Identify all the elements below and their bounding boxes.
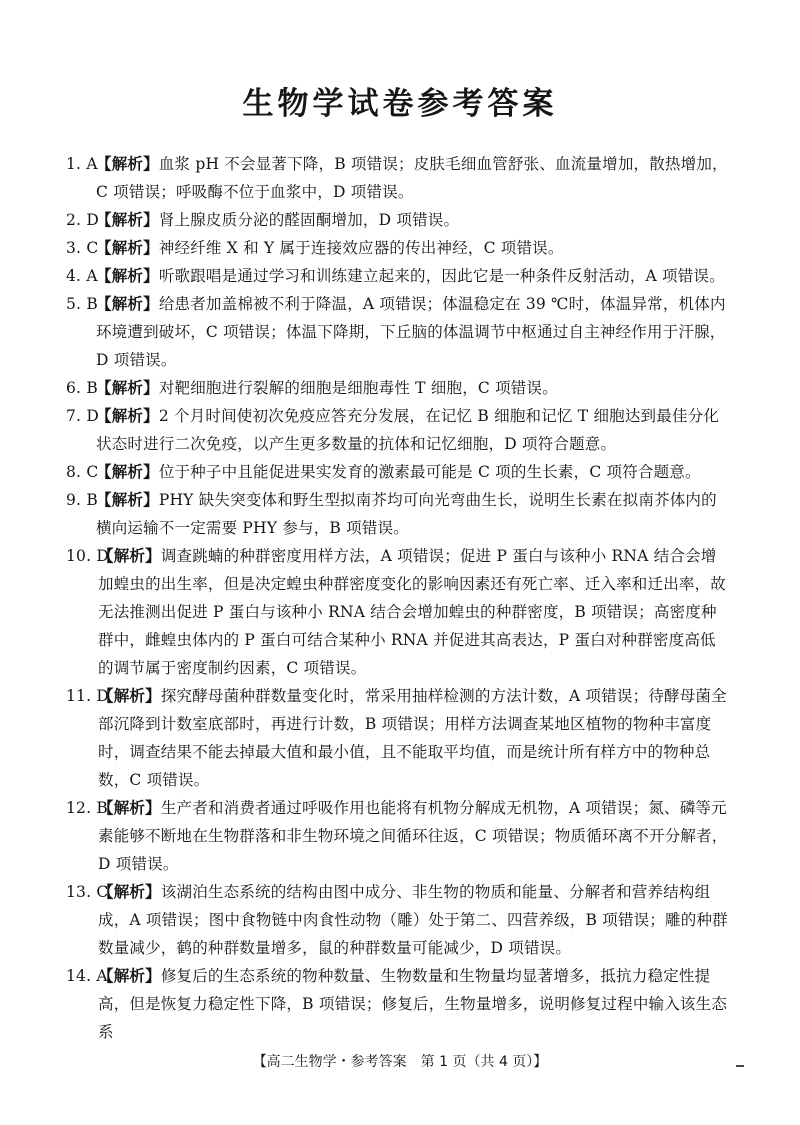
answer-number: 3. C xyxy=(66,239,99,257)
answer-number: 2. D xyxy=(66,211,99,229)
answer-item xyxy=(66,206,730,234)
analysis-tag: 【解析】 xyxy=(96,295,159,313)
answer-item xyxy=(66,374,730,402)
answer-text: 听歌跟唱是通过学习和训练建立起来的，因此它是一种条件反射活动，A 项错误。 xyxy=(158,267,725,285)
answer-number: 5. B xyxy=(66,295,98,313)
answer-text: 探究酵母菌种群数量变化时，常采用抽样检测的方法计数，A 项错误；待酵母菌全部沉降到计数室底部时，再进行计数，B 项错误；用样方法调查某地区植物的物种丰富度时，调查结果不能去掉最大值和最小值，且不能取平均值，而是统计所有样方中的物种总数，C 项错误。 xyxy=(98,687,727,789)
analysis-tag: 【解析】 xyxy=(96,463,159,481)
analysis-tag: 【解析】 xyxy=(98,687,161,705)
answer-text: 肾上腺皮质分泌的醛固酮增加，D 项错误。 xyxy=(158,211,460,229)
analysis-tag: 【解析】 xyxy=(98,799,161,817)
answer-number: 9. B xyxy=(66,491,98,509)
answer-item xyxy=(66,262,730,290)
page-footer: 【高二生物学・参考答案 第 1 页（共 4 页）】 xyxy=(252,1054,548,1070)
answer-item xyxy=(66,682,730,794)
analysis-tag: 【解析】 xyxy=(98,547,161,565)
answer-item xyxy=(66,402,730,458)
answer-number: 4. A xyxy=(66,267,98,285)
page-mark xyxy=(736,1065,744,1067)
answer-text: 生产者和消费者通过呼吸作用也能将有机物分解成无机物，A 项错误；氮、磷等元素能够不断地在生物群落和非生物环境之间循环往返，C 项错误；物质循环离不开分解者，D 项错误。 xyxy=(98,799,728,873)
answer-text: PHY 缺失突变体和野生型拟南芥均可向光弯曲生长，说明生长素在拟南芥体内的横向运输不一定需要 PHY 参与，B 项错误。 xyxy=(96,491,717,537)
analysis-tag: 【解析】 xyxy=(96,239,159,257)
page-title: 生物学试卷参考答案 xyxy=(242,86,558,122)
answer-number: 1. A xyxy=(66,155,98,173)
answer-number: 7. D xyxy=(66,407,99,425)
answer-list xyxy=(66,150,730,1046)
answer-number: 11. D xyxy=(66,687,110,705)
answer-item xyxy=(66,290,730,374)
analysis-tag: 【解析】 xyxy=(96,407,159,425)
analysis-tag: 【解析】 xyxy=(98,883,161,901)
answer-number: 6. B xyxy=(66,379,98,397)
answer-item xyxy=(66,234,730,262)
answer-text: 2 个月时间使初次免疫应答充分发展，在记忆 B 细胞和记忆 T 细胞达到最佳分化状态时进行二次免疫，以产生更多数量的抗体和记忆细胞，D 项符合题意。 xyxy=(96,407,720,453)
answer-text: 修复后的生态系统的物种数量、生物数量和生物量均显著增多，抵抗力稳定性提高，但是恢复力稳定性下降，B 项错误；修复后，生物量增多，说明修复过程中输入该生态系 xyxy=(98,967,728,1041)
analysis-tag: 【解析】 xyxy=(96,155,159,173)
answer-text: 该湖泊生态系统的结构由图中成分、非生物的物质和能量、分解者和营养结构组成，A 项错误；图中食物链中肉食性动物（雕）处于第二、四营养级，B 项错误；雕的种群数量减少，鹤的种群数量增多，鼠的种群数量可能减少，D 项错误。 xyxy=(98,883,728,957)
answer-item xyxy=(66,150,730,206)
answer-text: 调查跳蝻的种群密度用样方法，A 项错误；促进 P 蛋白与该种小 RNA 结合会增加蝗虫的出生率，但是决定蝗虫种群密度变化的影响因素还有死亡率、迁入率和迁出率，故无法推测出促进 P 蛋白与该种小 RNA 结合会增加蝗虫的种群密度，B 项错误；高密度种群中，雌蝗虫体内的 P 蛋白可结合某种小 RNA 并促进其高表达，P 蛋白对种群密度高低的调节属于密度制约因素，C 项错误。 xyxy=(98,547,727,677)
answer-item xyxy=(66,458,730,486)
answer-number: 8. C xyxy=(66,463,99,481)
answer-text: 对靶细胞进行裂解的细胞是细胞毒性 T 细胞，C 项错误。 xyxy=(158,379,558,397)
answer-item xyxy=(66,878,730,962)
answer-item xyxy=(66,542,730,682)
analysis-tag: 【解析】 xyxy=(98,967,161,985)
analysis-tag: 【解析】 xyxy=(96,379,159,397)
answer-item xyxy=(66,962,730,1046)
answer-text: 位于种子中且能促进果实发育的激素最可能是 C 项的生长素，C 项符合题意。 xyxy=(158,463,701,481)
answer-number: 10. D xyxy=(66,547,110,565)
answer-text: 血浆 pH 不会显著下降，B 项错误；皮肤毛细血管舒张、血流量增加，散热增加，C 项错误；呼吸酶不位于血浆中，D 项错误。 xyxy=(96,155,728,201)
answer-text: 给患者加盖棉被不利于降温，A 项错误；体温稳定在 39 ℃时，体温异常，机体内环境遭到破坏，C 项错误；体温下降期，下丘脑的体温调节中枢通过自主神经作用于汗腺，D 项错误。 xyxy=(96,295,726,369)
analysis-tag: 【解析】 xyxy=(96,491,159,509)
answer-number: 14. A xyxy=(66,967,108,985)
analysis-tag: 【解析】 xyxy=(96,211,159,229)
answer-text: 神经纤维 X 和 Y 属于连接效应器的传出神经，C 项错误。 xyxy=(158,239,564,257)
analysis-tag: 【解析】 xyxy=(96,267,159,285)
answer-item xyxy=(66,794,730,878)
answer-item xyxy=(66,486,730,542)
answer-number: 13. C xyxy=(66,883,109,901)
answer-number: 12. B xyxy=(66,799,108,817)
